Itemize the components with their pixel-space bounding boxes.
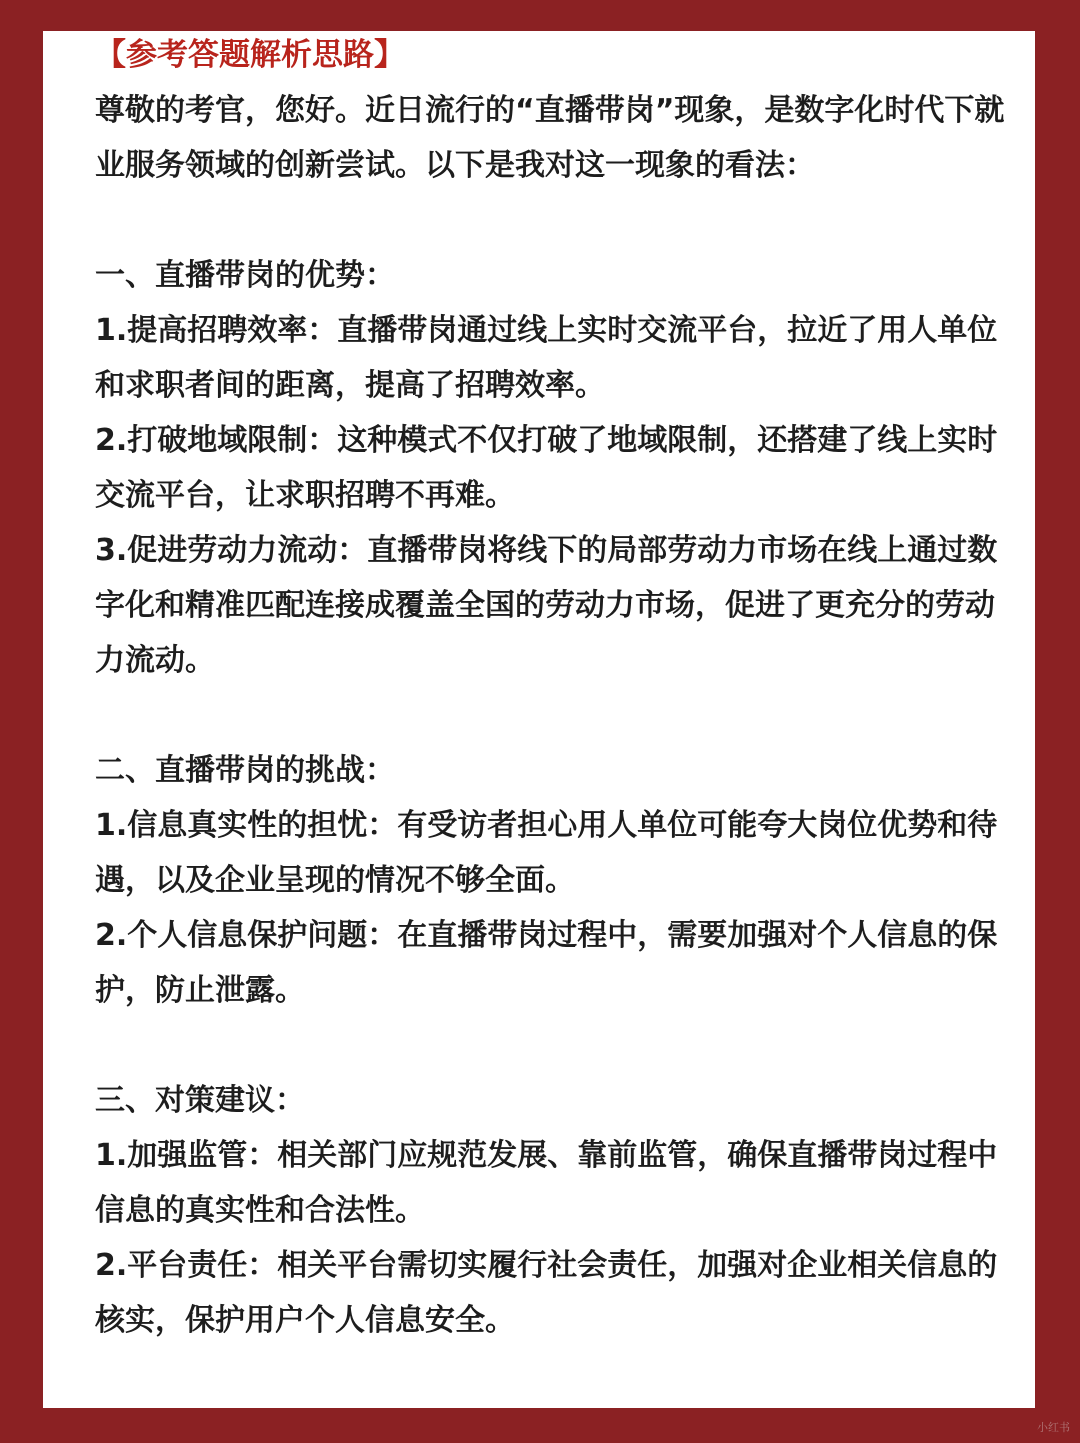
list-item: 2.打破地域限制：这种模式不仅打破了地域限制，还搭建了线上实时交流平台，让求职招聘不再难。	[95, 423, 998, 513]
section-heading-suggestions: 三、对策建议：	[95, 1083, 305, 1118]
list-item: 2.平台责任：相关平台需切实履行社会责任，加强对企业相关信息的核实，保护用户个人信息安全。	[95, 1248, 998, 1338]
section-heading-advantages: 一、直播带岗的优势：	[95, 258, 395, 293]
list-item: 1.加强监管：相关部门应规范发展、靠前监管，确保直播带岗过程中信息的真实性和合法性。	[95, 1138, 998, 1228]
list-item: 1.信息真实性的担忧：有受访者担心用人单位可能夸大岗位优势和待遇，以及企业呈现的情况不够全面。	[95, 808, 998, 898]
list-item: 3.促进劳动力流动：直播带岗将线下的局部劳动力市场在线上通过数字化和精准匹配连接成覆盖全国的劳动力市场，促进了更充分的劳动力流动。	[95, 533, 998, 678]
article-body	[95, 31, 1013, 1348]
section-heading-challenges: 二、直播带岗的挑战：	[95, 753, 395, 788]
spacer	[95, 1018, 1013, 1073]
spacer	[95, 688, 1013, 743]
intro-paragraph: 尊敬的考官，您好。近日流行的“直播带岗”现象，是数字化时代下就业服务领域的创新尝试。以下是我对这一现象的看法：	[95, 93, 1005, 183]
list-item: 2.个人信息保护问题：在直播带岗过程中，需要加强对个人信息的保护，防止泄露。	[95, 918, 998, 1008]
article-title: 【参考答题解析思路】	[95, 37, 405, 73]
watermark: 小红书	[1037, 1421, 1070, 1434]
content-card	[43, 31, 1035, 1408]
spacer	[95, 193, 1013, 248]
list-item: 1.提高招聘效率：直播带岗通过线上实时交流平台，拉近了用人单位和求职者间的距离，提高了招聘效率。	[95, 313, 998, 403]
